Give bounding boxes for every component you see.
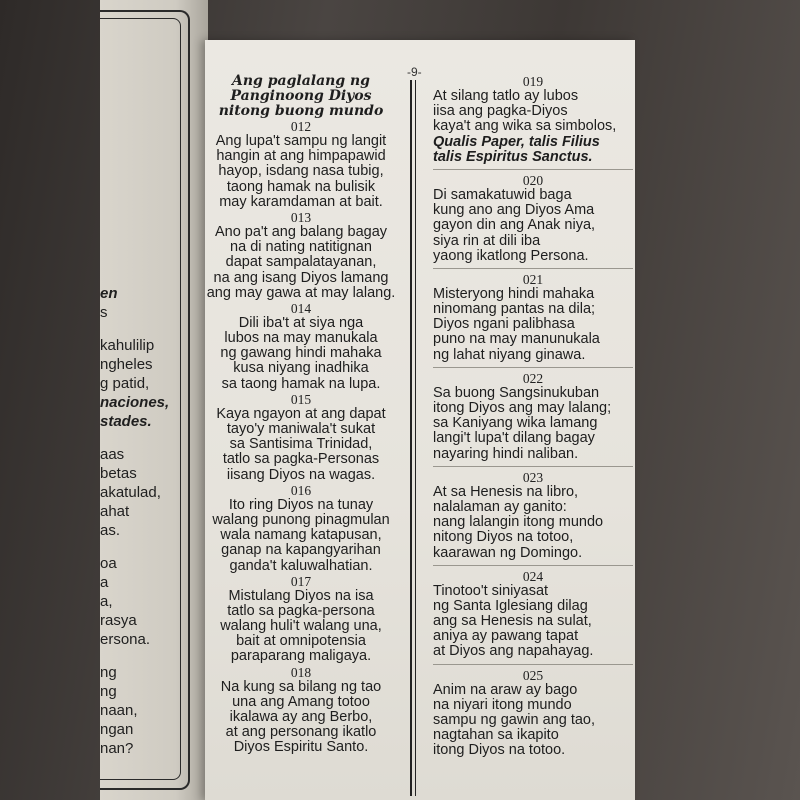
- section-title: Panginoong Diyos: [230, 88, 372, 104]
- verse-line: nagtahan sa ikapito: [433, 727, 559, 744]
- verse-line: bait at omnipotensia: [236, 633, 366, 650]
- text-line: as.: [100, 522, 121, 539]
- verse-line: dapat sampalatayanan,: [225, 254, 377, 271]
- verse-line: Sa buong Sangsinukuban: [433, 384, 600, 401]
- verse-line: nayaring hindi naliban.: [433, 445, 579, 462]
- stanza-number: 018: [290, 664, 312, 680]
- text-line: s: [100, 304, 108, 321]
- stanza-separator: [433, 268, 633, 269]
- verse-line: ganda't kaluwalhatian.: [229, 557, 373, 574]
- stanza-number: 012: [290, 119, 312, 134]
- text-line: aas: [100, 446, 125, 463]
- text-line: en: [100, 285, 118, 302]
- verse-line: ninomang pantas na dila;: [433, 301, 596, 318]
- verse-line: Tinotoo't siniyasat: [433, 582, 549, 599]
- verse-line: na ang isang Diyos lamang: [213, 269, 389, 286]
- verse-line: Diyos ngani palibhasa: [433, 316, 575, 333]
- verse-line: kusa niyang inadhika: [233, 360, 369, 377]
- verse-line: hayop, isdang nasa tubig,: [218, 163, 384, 180]
- line-gap: [100, 322, 200, 336]
- stanza-number: 019: [522, 74, 544, 89]
- text-line: naan,: [100, 702, 138, 719]
- verse-line: At silang tatlo ay lubos: [433, 88, 579, 104]
- left-page-text: [100, 284, 200, 758]
- text-line: oa: [100, 555, 117, 572]
- verse-line: tatlo sa pagka-persona: [227, 602, 375, 619]
- verse-line: walang punong pinagmulan: [212, 511, 390, 528]
- stanza-number: 017: [290, 573, 312, 589]
- verse-line: aniya ay pawang tapat: [433, 628, 579, 645]
- verse-line: puno na may manunukala: [433, 331, 600, 348]
- verse-line: paraparang maligaya.: [230, 648, 372, 665]
- verse-line: Ito ring Diyos na tunay: [228, 496, 374, 513]
- stanza-separator: [433, 466, 633, 467]
- verse-line: ng lahat niyang ginawa.: [433, 346, 586, 363]
- text-line: ngheles: [100, 356, 153, 373]
- verse-line: Anim na araw ay bago: [433, 681, 578, 698]
- verse-line: na di nating natitignan: [230, 239, 372, 256]
- page-number: -9-: [407, 65, 422, 79]
- verse-line: hangin at ang himpapawid: [216, 148, 386, 165]
- verse-line: kaya't ang wika sa simbolos,: [433, 118, 617, 135]
- verse-line: nitong Diyos na totoo,: [433, 529, 574, 546]
- verse-line: Qualis Paper, talis Filius: [433, 133, 600, 150]
- verse-line: tayo'y maniwala't sukat: [226, 421, 376, 437]
- verse-line: na niyari itong mundo: [433, 696, 572, 713]
- verse-line: sa Kaniyang wika lamang: [433, 415, 598, 432]
- verse-line: Ang lupa't sampu ng langit: [215, 133, 387, 149]
- verse-line: taong hamak na bulisik: [226, 178, 376, 195]
- text-line: naciones,: [100, 394, 170, 411]
- stanza-number: 024: [522, 568, 544, 584]
- verse-line: walang huli't walang una,: [220, 618, 382, 635]
- text-line: g patid,: [100, 375, 150, 392]
- text-line: stades.: [100, 413, 152, 430]
- verse-line: sampu ng gawin ang tao,: [433, 712, 596, 728]
- verse-line: ng Santa Iglesiang dilag: [433, 597, 588, 614]
- text-line: a,: [100, 593, 113, 610]
- left-book-page: [100, 0, 208, 800]
- verse-line: itong Diyos ang may lalang;: [433, 400, 612, 416]
- section-title: Ang paglalang ng: [232, 73, 370, 89]
- left-column: [195, 74, 407, 756]
- stanza-number: 013: [290, 209, 312, 225]
- text-line: a: [100, 574, 109, 591]
- stanza-number: 025: [522, 667, 544, 683]
- stanza-number: 023: [522, 469, 544, 485]
- verse-line: ang sa Henesis na sulat,: [433, 613, 592, 630]
- verse-line: iisang Diyos na wagas.: [226, 466, 376, 483]
- verse-line: siya rin at dili iba: [433, 232, 541, 249]
- verse-line: lubos na may manukala: [224, 330, 378, 347]
- stanza-separator: [433, 169, 633, 170]
- verse-line: ang may gawa at may lalang.: [206, 284, 396, 301]
- verse-line: ikalawa ay ang Berbo,: [229, 709, 373, 725]
- verse-line: tatlo sa pagka-Personas: [222, 451, 380, 468]
- verse-line: nalalaman ay ganito:: [433, 498, 567, 515]
- verse-line: yaong ikatlong Persona.: [433, 247, 589, 264]
- verse-line: Mistulang Diyos na isa: [228, 587, 374, 604]
- verse-line: nang lalangin itong mundo: [433, 514, 604, 531]
- verse-line: ganap na kapangyarihan: [221, 542, 381, 559]
- text-line: ngan: [100, 721, 134, 738]
- verse-line: langi't lupa't dilang bagay: [433, 430, 595, 447]
- verse-line: ng gawang hindi mahaka: [220, 345, 382, 362]
- line-gap: [100, 540, 200, 554]
- stanza-number: 014: [290, 300, 312, 316]
- line-gap: [100, 649, 200, 663]
- verse-line: Misteryong hindi mahaka: [433, 285, 595, 302]
- text-line: akatulad,: [100, 484, 161, 501]
- text-line: kahulilip: [100, 337, 155, 354]
- stanza-separator: [433, 367, 633, 368]
- verse-line: sa taong hamak na lupa.: [221, 375, 381, 392]
- verse-line: talis Espiritus Sanctus.: [433, 148, 593, 165]
- verse-line: Dili iba't at siya nga: [238, 314, 364, 331]
- verse-line: sa Santisima Trinidad,: [229, 436, 373, 453]
- text-line: ng: [100, 664, 117, 681]
- verse-line: wala namang katapusan,: [220, 527, 382, 544]
- text-line: rasya: [100, 612, 137, 629]
- section-title: nitong buong mundo: [218, 103, 384, 119]
- verse-line: Ano pa't ang balang bagay: [214, 223, 388, 240]
- verse-line: may karamdaman at bait.: [219, 193, 383, 210]
- verse-line: gayon din ang Anak niya,: [433, 217, 596, 234]
- text-line: ersona.: [100, 631, 151, 648]
- verse-line: iisa ang pagka-Diyos: [433, 103, 568, 120]
- stanza-number: 016: [290, 482, 312, 498]
- stanza-number: 015: [290, 391, 312, 407]
- verse-line: Di samakatuwid baga: [433, 186, 572, 203]
- text-line: nan?: [100, 740, 134, 757]
- verse-line: itong Diyos na totoo.: [433, 742, 566, 759]
- stanza-number: 020: [522, 172, 544, 188]
- stanza-number: 021: [522, 271, 544, 287]
- text-line: ahat: [100, 503, 130, 520]
- verse-line: At sa Henesis na libro,: [433, 483, 579, 500]
- right-column: [433, 74, 633, 759]
- verse-line: una ang Amang totoo: [232, 693, 370, 710]
- line-gap: [100, 431, 200, 445]
- stanza-number: 022: [522, 370, 544, 386]
- verse-line: at ang personang ikatlo: [225, 724, 377, 741]
- book-page: [205, 40, 635, 800]
- column-divider: [410, 80, 416, 796]
- text-line: ng: [100, 683, 117, 700]
- stanza-separator: [433, 664, 633, 665]
- verse-line: Kaya ngayon at ang dapat: [216, 405, 386, 422]
- verse-line: kung ano ang Diyos Ama: [433, 202, 595, 219]
- verse-line: at Diyos ang napahayag.: [433, 643, 594, 660]
- stanza-separator: [433, 565, 633, 566]
- verse-line: Na kung sa bilang ng tao: [220, 678, 382, 695]
- text-line: betas: [100, 465, 137, 482]
- verse-line: Diyos Espiritu Santo.: [233, 739, 369, 756]
- verse-line: kaarawan ng Domingo.: [433, 544, 583, 561]
